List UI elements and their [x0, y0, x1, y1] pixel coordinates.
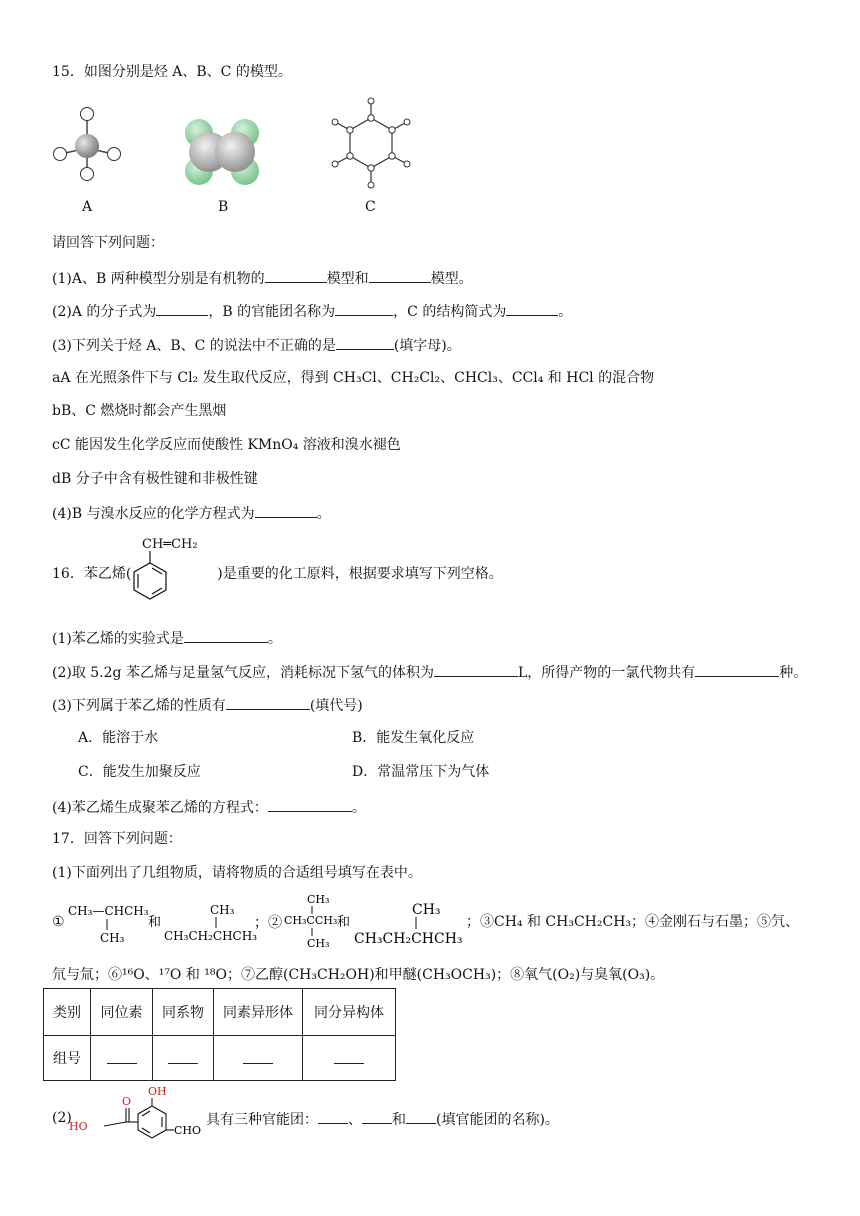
- q16-choice-a: A．能溶于水: [78, 730, 159, 746]
- table-cell[interactable]: [153, 1036, 214, 1081]
- model-c-benzene: [326, 96, 416, 192]
- q17-s-rest: ；③CH₄ 和 CH₃CH₂CH₃；④金刚石与石墨；⑤氕、: [466, 914, 800, 930]
- q15-p2-text-d: 。: [558, 304, 573, 320]
- table-cell[interactable]: [303, 1036, 396, 1081]
- table-header: 类别: [44, 989, 91, 1036]
- s2-top: CH₃: [307, 893, 330, 906]
- q15-option-c: cC 能因发生化学反应而使酸性 KMnO₄ 溶液和溴水褪色: [52, 437, 401, 453]
- answer-blank[interactable]: [506, 301, 558, 316]
- table-header: 同素异形体: [214, 989, 303, 1036]
- table-row: [44, 1036, 396, 1081]
- q16-choice-c: C．能发生加聚反应: [78, 764, 201, 780]
- q16-p1-text-b: 。: [267, 631, 282, 647]
- q17-structures: [66, 890, 466, 952]
- q15-p3-text-b: (填字母)。: [393, 338, 461, 354]
- q16-p4-text-a: (4)苯乙烯生成聚苯乙烯的方程式：: [52, 800, 268, 816]
- q15-option-d: dB 分子中含有极性键和非极性键: [52, 471, 258, 487]
- q15-option-a: aA 在光照条件下与 Cl₂ 发生取代反应，得到 CH₃Cl、CH₂Cl₂、CHCl₃、CCl₄ 和 HCl 的混合物: [52, 370, 655, 386]
- q16-part1: [52, 628, 282, 648]
- table-header: 同位素: [91, 989, 153, 1036]
- q16-p2-text-c: 种。: [779, 665, 808, 681]
- answer-blank[interactable]: [268, 797, 352, 812]
- answer-blank[interactable]: [406, 1109, 436, 1124]
- q17-p2-sep: 、: [348, 1112, 362, 1128]
- model-label-c: C: [365, 199, 376, 215]
- q15-part3: [52, 335, 461, 355]
- struct-o: O: [122, 1095, 132, 1108]
- answer-blank[interactable]: [243, 1049, 273, 1064]
- answer-table: [43, 988, 396, 1081]
- s1-right-top: CH₃: [210, 903, 235, 917]
- q15-p4-text-b: 。: [316, 506, 331, 522]
- q17-p2-structure: [66, 1082, 206, 1146]
- styrene-vinyl-label: CH═CH₂: [142, 537, 198, 552]
- table-header: 同系物: [153, 989, 214, 1036]
- s2-and: 和: [337, 915, 351, 930]
- q16-part4: [52, 797, 366, 817]
- struct-oh: OH: [148, 1085, 167, 1098]
- q15-option-b: bB、C 燃烧时都会产生黑烟: [52, 403, 227, 419]
- q17-part1: (1)下面列出了几组物质，请将物质的合适组号填写在表中。: [52, 865, 422, 881]
- q15-p2-text-b: ，B 的官能团名称为: [208, 304, 336, 320]
- q15-p2-text-a: (2)A 的分子式为: [52, 304, 157, 320]
- q15-p1-text-b: 模型和: [326, 271, 369, 287]
- answer-blank[interactable]: [336, 335, 394, 350]
- answer-blank[interactable]: [334, 1049, 364, 1064]
- answer-blank[interactable]: [184, 628, 268, 643]
- q16-p2-text-a: (2)取 5.2g 苯乙烯与足量氢气反应，消耗标况下氢气的体积为: [52, 665, 434, 681]
- answer-blank[interactable]: [226, 695, 310, 710]
- q15-p1-text-a: (1)A、B 两种模型分别是有机物的: [52, 271, 265, 287]
- q17-s1-num: ①: [52, 914, 65, 930]
- q15-p1-text-c: 模型。: [430, 271, 473, 287]
- s1-and: 和: [148, 915, 162, 930]
- q16-part3: [52, 695, 363, 715]
- q17-line2: 氘与氚；⑥¹⁶O、¹⁷O 和 ¹⁸O；⑦乙醇(CH₃CH₂OH)和甲醚(CH₃OCH₃)；⑧氧气(O₂)与臭氧(O₃)。: [52, 967, 665, 983]
- table-header: 同分异构体: [303, 989, 396, 1036]
- q15-part4: [52, 503, 331, 523]
- answer-blank[interactable]: [695, 662, 779, 677]
- answer-blank[interactable]: [265, 268, 327, 283]
- q17-p2-text-a: 具有三种官能团：: [206, 1112, 318, 1128]
- s2-right-top: CH₃: [412, 902, 441, 918]
- q17-p2-end: (填官能团的名称)。: [436, 1112, 559, 1128]
- struct-ho: HO: [69, 1120, 88, 1133]
- answer-blank[interactable]: [362, 1109, 392, 1124]
- answer-blank[interactable]: [335, 301, 393, 316]
- answer-blank[interactable]: [318, 1109, 348, 1124]
- q15-intro: 请回答下列问题：: [52, 235, 164, 251]
- answer-blank[interactable]: [107, 1049, 137, 1064]
- q15-p4-text-a: (4)B 与溴水反应的化学方程式为: [52, 506, 255, 522]
- q16-choice-b: B．能发生氧化反应: [352, 730, 475, 746]
- q16-title: [52, 565, 503, 583]
- q16-p3-text-b: (填代号): [309, 698, 363, 714]
- answer-blank[interactable]: [369, 268, 431, 283]
- q16-title-b: )是重要的化工原料，根据要求填写下列空格。: [217, 566, 503, 582]
- q16-choice-d: D．常温常压下为气体: [352, 764, 490, 780]
- answer-blank[interactable]: [168, 1049, 198, 1064]
- answer-blank[interactable]: [255, 503, 317, 518]
- q15-title: 15．如图分别是烃 A、B、C 的模型。: [52, 64, 292, 80]
- answer-blank[interactable]: [156, 301, 208, 316]
- struct-cho: CHO: [174, 1124, 202, 1137]
- q16-p4-text-b: 。: [351, 800, 366, 816]
- table-header-row: [44, 989, 396, 1036]
- q15-part2: [52, 301, 572, 321]
- q15-p3-text-a: (3)下列关于烃 A、B、C 的说法中不正确的是: [52, 338, 336, 354]
- q16-p1-text-a: (1)苯乙烯的实验式是: [52, 631, 184, 647]
- model-a-methane: [48, 104, 128, 184]
- answer-blank[interactable]: [434, 662, 518, 677]
- s1-right-main: CH₃CH₂CHCH₃: [164, 929, 258, 943]
- q17-p2-and: 和: [392, 1112, 406, 1128]
- s2-bottom: CH₃: [307, 937, 330, 950]
- q16-part2: [52, 662, 807, 682]
- table-row-label: 组号: [44, 1036, 91, 1081]
- q16-p2-text-b: L，所得产物的一氯代物共有: [517, 665, 696, 681]
- model-label-b: B: [218, 199, 229, 215]
- table-cell[interactable]: [214, 1036, 303, 1081]
- q17-p2-num: (2): [52, 1110, 72, 1126]
- table-cell[interactable]: [91, 1036, 153, 1081]
- s1-left-bottom: CH₃: [100, 931, 125, 945]
- s2-main: CH₃CCH₃: [284, 914, 338, 927]
- q15-p2-text-c: ，C 的结构简式为: [393, 304, 507, 320]
- q15-part1: [52, 268, 473, 288]
- s2-right-main: CH₃CH₂CHCH₃: [354, 931, 463, 947]
- q16-p3-text-a: (3)下列属于苯乙烯的性质有: [52, 698, 226, 714]
- q17-title: 17．回答下列问题：: [52, 831, 182, 847]
- q16-title-a: 16．苯乙烯(: [52, 566, 132, 582]
- s1-left-top: CH₃—CHCH₃: [68, 904, 149, 918]
- s2-num: ；②: [254, 915, 282, 931]
- model-b-ethylene: [178, 116, 268, 188]
- model-label-a: A: [82, 199, 93, 215]
- q17-part2: [206, 1109, 559, 1129]
